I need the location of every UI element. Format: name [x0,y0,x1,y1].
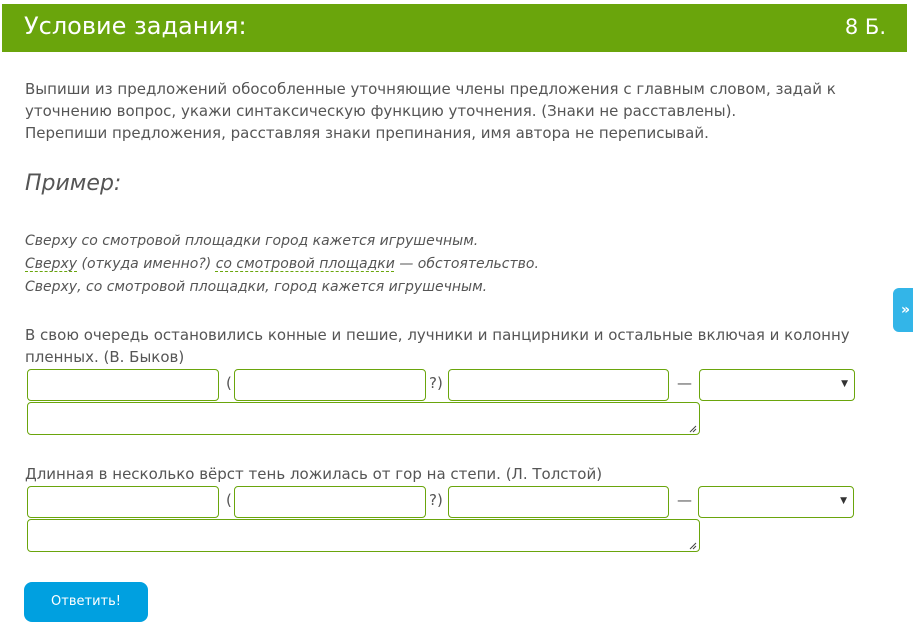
resize-handle-icon[interactable] [689,425,697,433]
task-1-open-paren: ( [226,374,232,392]
example-question: (откуда именно?) [77,256,216,272]
example-title: Пример: [25,171,122,196]
example-function: — обстоятельство. [394,256,539,272]
task-1-clarification-input[interactable] [448,369,669,401]
task-1-sentence: В свою очередь остановились конные и пешие, лучники и панцирники и остальные включая и колонну пленных. (В. Быков) [25,326,850,366]
task-1-function-select[interactable] [699,369,855,401]
task-2-rewrite-textarea[interactable] [27,519,700,552]
task-2-close-paren: ?) [429,491,443,509]
task-1-dash: — [677,374,692,392]
task-2-function-select[interactable] [698,486,854,518]
task-1-close-paren: ?) [429,374,443,392]
instructions-line-1: Выпиши из предложений обособленные уточняющие члены предложения с главным словом, задай к уточнению вопрос, укажи синтаксическую функцию уточнения. (Знаки не расставлены). [25,80,836,120]
header-title: Условие задания: [24,12,247,40]
chevron-down-icon[interactable]: ▼ [840,496,847,506]
instructions-line-2: Перепиши предложения, расставляя знаки препинания, имя автора не переписывай. [25,124,709,142]
header-points: 8 Б. [844,15,886,39]
task-2-dash: — [677,491,692,509]
task-1-question-input[interactable] [234,369,426,401]
example-line-1: Сверху со смотровой площадки город кажется игрушечным. [25,233,479,249]
example-main-word: Сверху [25,256,78,272]
task-header [2,4,907,52]
side-panel-tab[interactable] [893,288,913,332]
task-2-sentence: Длинная в несколько вёрст тень ложилась от гор на степи. (Л. Толстой) [25,465,603,483]
task-2-open-paren: ( [226,491,232,509]
instructions [25,78,885,144]
example-line-3: Сверху, со смотровой площадки, город кажется игрушечным. [25,279,488,295]
task-2-main-word-input[interactable] [27,486,219,518]
task-2-question-input[interactable] [234,486,426,518]
submit-button[interactable]: Ответить! [24,582,148,622]
task-2-clarification-input[interactable] [448,486,669,518]
resize-handle-icon[interactable] [689,542,697,550]
double-chevron-icon: » [901,302,911,318]
task-1-main-word-input[interactable] [27,369,219,401]
example-line-2 [25,256,539,272]
example-clarification: со смотровой площадки [215,256,395,272]
task-1-rewrite-textarea[interactable] [27,402,700,435]
chevron-down-icon[interactable]: ▼ [841,379,848,389]
